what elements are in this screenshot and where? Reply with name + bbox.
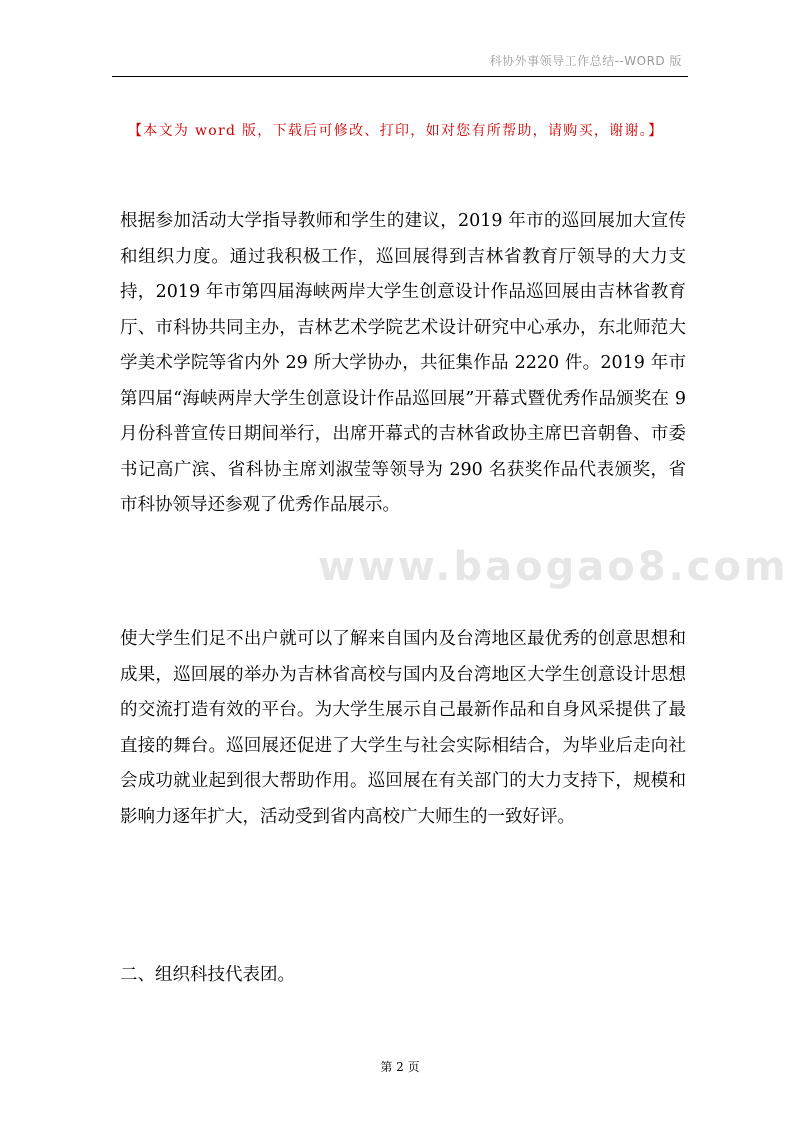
watermark: www.baogao8.com bbox=[318, 544, 789, 590]
page-number: 第 2 页 bbox=[380, 1060, 420, 1074]
body-paragraph-2: 使大学生们足不出户就可以了解来自国内及台湾地区最优秀的创意思想和成果，巡回展的举办为吉林省高校与国内及台湾地区大学生创意设计思想的交流打造有效的平台。为大学生展示自己最新作品和自身风采提供了最直接的舞台。巡回展还促进了大学生与社会实际相结合，为毕业后走向社会成功就业起到很大帮助作用。巡回展在有关部门的大力支持下，规模和影响力逐年扩大，活动受到省内高校广大师生的一致好评。 bbox=[120, 629, 686, 827]
body-paragraph-1: 根据参加活动大学指导教师和学生的建议，2019 年市的巡回展加大宣传和组织力度。通过我积极工作，巡回展得到吉林省教育厅领导的大力支持，2019 年市第四届海峡两岸大学生创意设计作品巡回展由吉林省教育厅、市科协共同主办，吉林艺术学院艺术设计研究中心承办，东北师范大学美术学院等省内外 29 所大学协办，共征集作品 2220 件。2019 年市第四届“海峡两岸大学生创意设计作品巡回展”开幕式暨优秀作品颁奖在 9 月份科普宣传日期间举行，出席开幕式的吉林省政协主席巴音朝鲁、市委书记高广滨、省科协主席刘淑莹等领导为 290 名获奖作品代表颁奖，省市科协领导还参观了优秀作品展示。 bbox=[120, 211, 686, 515]
download-notice: 【本文为 word 版，下载后可修改、打印，如对您有所帮助，请购买，谢谢。】 bbox=[128, 123, 664, 139]
running-header: 科协外事领导工作总结--WORD 版 bbox=[489, 54, 682, 68]
header-rule bbox=[112, 76, 688, 77]
section-heading: 二、组织科技代表团。 bbox=[120, 965, 295, 985]
